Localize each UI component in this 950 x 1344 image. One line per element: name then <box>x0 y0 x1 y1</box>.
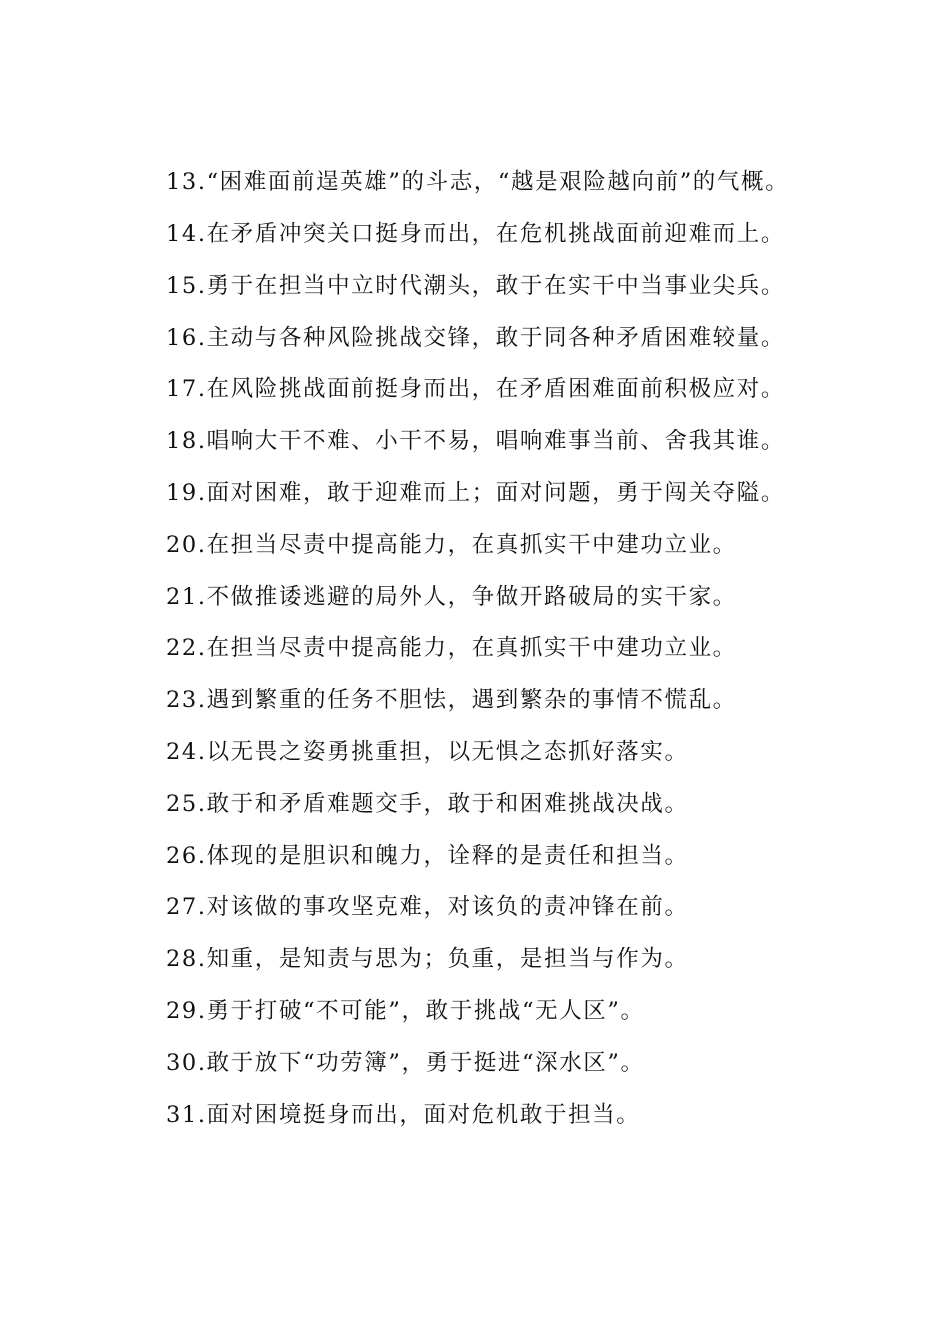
list-item: 21.不做推诿逃避的局外人，争做开路破局的实干家。 <box>166 583 737 610</box>
list-item: 31.面对困境挺身而出，面对危机敢于担当。 <box>166 1101 641 1128</box>
phrase-list <box>128 168 832 1152</box>
list-item: 17.在风险挑战面前挺身而出，在矛盾困难面前积极应对。 <box>166 376 785 403</box>
list-item: 19.面对困难，敢于迎难而上；面对问题，勇于闯关夺隘。 <box>166 479 785 506</box>
list-item: 29.勇于打破“不可能”，敢于挑战“无人区”。 <box>166 997 645 1024</box>
list-item: 13.“困难面前逞英雄”的斗志，“越是艰险越向前”的气概。 <box>166 169 790 195</box>
list-item: 18.唱响大干不难、小干不易，唱响难事当前、舍我其谁。 <box>166 428 785 455</box>
list-item: 14.在矛盾冲突关口挺身而出，在危机挑战面前迎难而上。 <box>166 221 785 247</box>
list-item: 25.敢于和矛盾难题交手，敢于和困难挑战决战。 <box>166 790 689 817</box>
list-item: 22.在担当尽责中提高能力，在真抓实干中建功立业。 <box>166 635 737 662</box>
list-item: 26.体现的是胆识和魄力，诠释的是责任和担当。 <box>166 842 689 869</box>
list-item: 28.知重，是知责与思为；负重，是担当与作为。 <box>166 946 689 973</box>
list-item: 16.主动与各种风险挑战交锋，敢于同各种矛盾困难较量。 <box>166 324 785 351</box>
list-item: 30.敢于放下“功劳簿”，勇于挺进“深水区”。 <box>166 1049 645 1076</box>
list-item: 27.对该做的事攻坚克难，对该负的责冲锋在前。 <box>166 894 689 921</box>
list-item: 20.在担当尽责中提高能力，在真抓实干中建功立业。 <box>166 531 737 558</box>
list-item: 24.以无畏之姿勇挑重担，以无惧之态抓好落实。 <box>166 738 689 765</box>
list-item: 23.遇到繁重的任务不胆怯，遇到繁杂的事情不慌乱。 <box>166 687 737 714</box>
list-item: 15.勇于在担当中立时代潮头，敢于在实干中当事业尖兵。 <box>166 272 785 299</box>
